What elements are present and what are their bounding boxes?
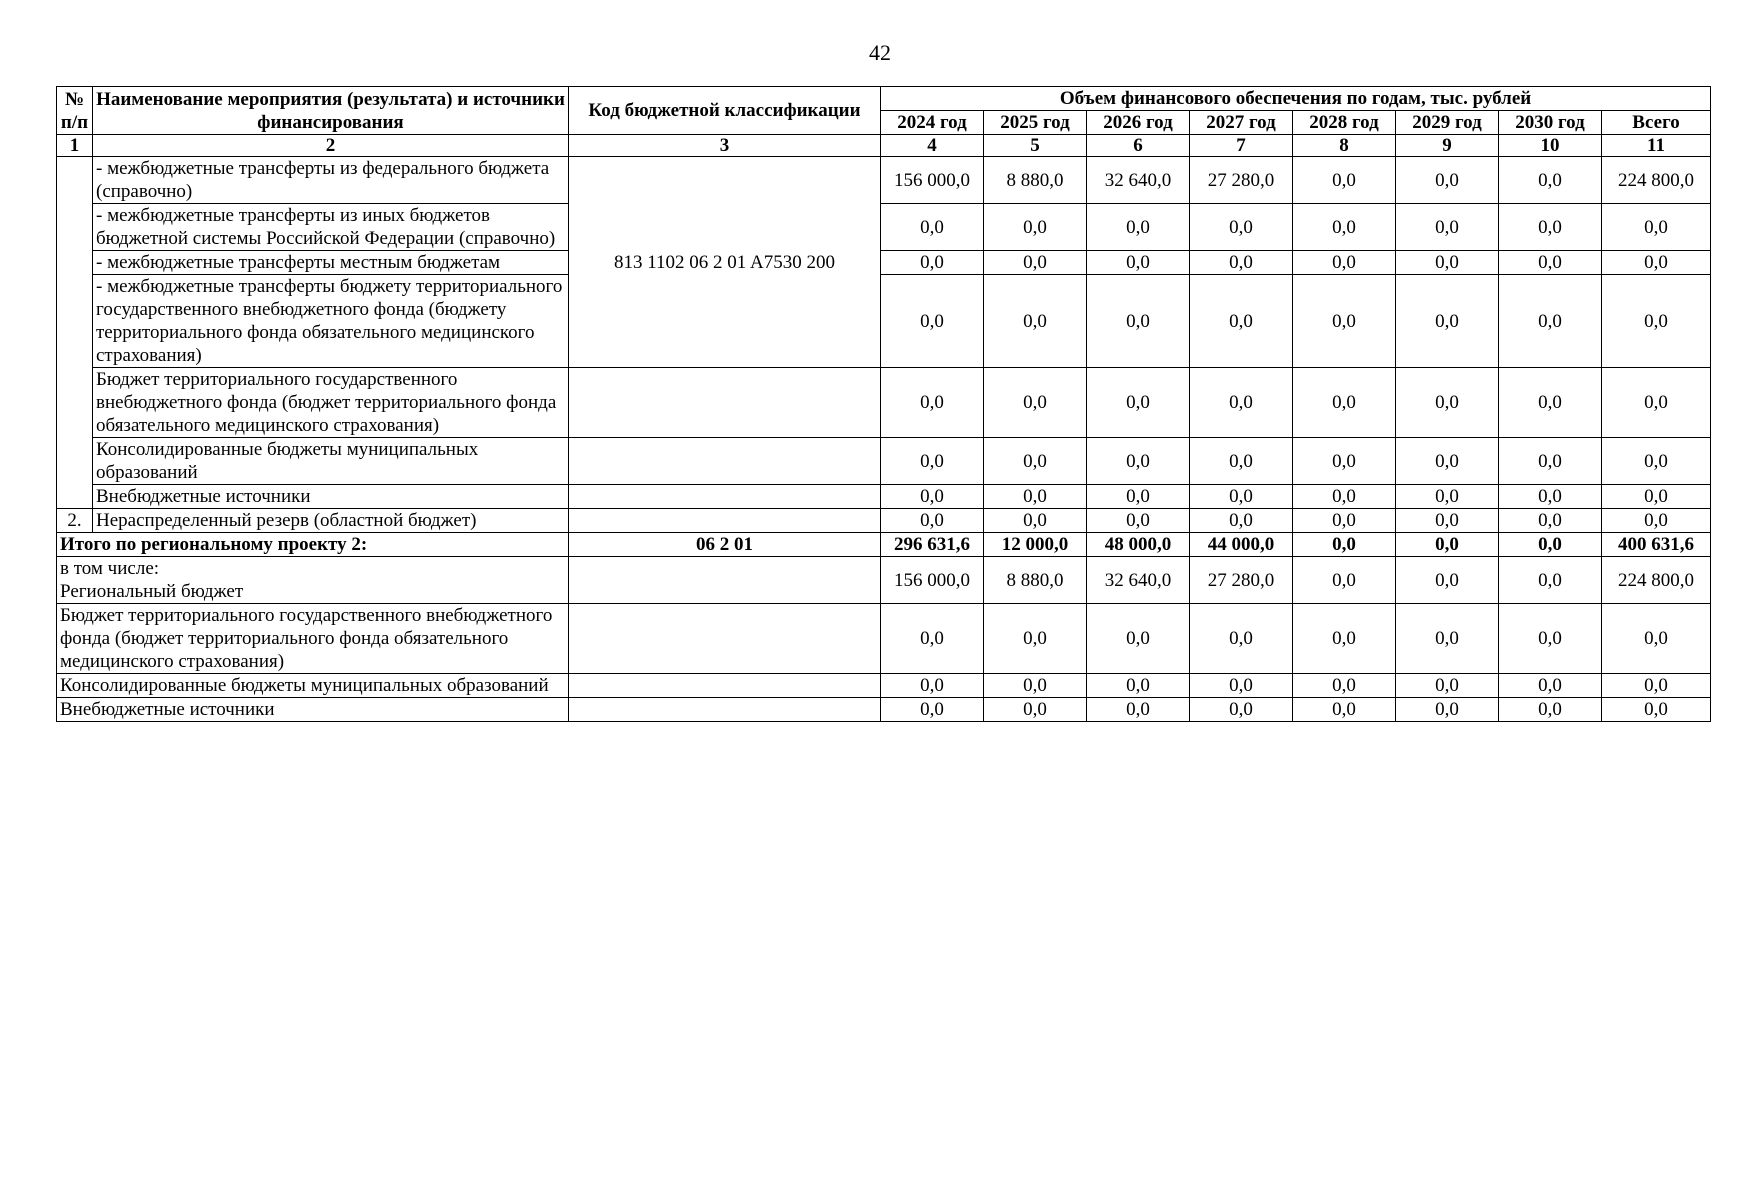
value-cell: 0,0 [1499,438,1602,485]
total-value-cell: 48 000,0 [1087,533,1190,557]
row-code [569,509,881,533]
value-cell: 0,0 [1396,438,1499,485]
total-row [57,533,1711,557]
value-cell: 0,0 [984,698,1087,722]
value-cell: 0,0 [1396,251,1499,275]
value-cell: 0,0 [1087,698,1190,722]
row-code [569,485,881,509]
value-cell: 0,0 [1087,674,1190,698]
header-row-1 [57,87,1711,111]
value-cell: 0,0 [984,438,1087,485]
sub-row-code [569,604,881,674]
value-cell: 0,0 [1087,275,1190,368]
value-cell: 0,0 [1293,275,1396,368]
index-cell: 9 [1396,135,1499,157]
value-cell: 0,0 [1499,698,1602,722]
value-cell: 0,0 [881,251,984,275]
value-cell: 0,0 [984,485,1087,509]
sub-row-name: Внебюджетные источники [57,698,569,722]
value-cell: 0,0 [1190,509,1293,533]
index-cell: 3 [569,135,881,157]
header-year: 2029 год [1396,111,1499,135]
row-code [569,438,881,485]
value-cell: 0,0 [1396,157,1499,204]
total-value-cell: 0,0 [1293,533,1396,557]
value-cell: 0,0 [1087,204,1190,251]
value-cell: 0,0 [1293,674,1396,698]
value-cell: 0,0 [881,204,984,251]
value-cell: 224 800,0 [1602,157,1711,204]
value-cell: 0,0 [984,509,1087,533]
value-cell: 0,0 [1190,275,1293,368]
value-cell: 0,0 [984,251,1087,275]
sub-row [57,557,1711,604]
total-value-cell: 400 631,6 [1602,533,1711,557]
value-cell: 0,0 [1293,604,1396,674]
table-row [57,157,1711,204]
value-cell: 0,0 [1602,509,1711,533]
header-year: 2024 год [881,111,984,135]
value-cell: 0,0 [1499,275,1602,368]
value-cell: 0,0 [1499,557,1602,604]
value-cell: 0,0 [1602,204,1711,251]
total-code: 06 2 01 [569,533,881,557]
header-col-name: Наименование мероприятия (результата) и источники финансирования [93,87,569,135]
header-year: 2025 год [984,111,1087,135]
value-cell: 156 000,0 [881,157,984,204]
header-index-row [57,135,1711,157]
row-code: 813 1102 06 2 01 A7530 200 [569,157,881,368]
value-cell: 0,0 [1396,674,1499,698]
value-cell: 0,0 [1293,204,1396,251]
index-cell: 6 [1087,135,1190,157]
value-cell: 0,0 [1190,251,1293,275]
index-cell: 11 [1602,135,1711,157]
value-cell: 0,0 [881,604,984,674]
sub-row-name-line: Региональный бюджет [60,581,244,602]
value-cell: 0,0 [1602,698,1711,722]
value-cell: 0,0 [1602,485,1711,509]
value-cell: 0,0 [984,204,1087,251]
value-cell: 32 640,0 [1087,157,1190,204]
value-cell: 0,0 [881,698,984,722]
value-cell: 0,0 [1396,604,1499,674]
value-cell: 0,0 [1190,604,1293,674]
value-cell: 0,0 [1293,251,1396,275]
sub-row-name: Консолидированные бюджеты муниципальных образований [57,674,569,698]
value-cell: 0,0 [881,485,984,509]
value-cell: 0,0 [1190,485,1293,509]
row-name: Бюджет территориального государственного внебюджетного фонда (бюджет территориального фонда обязательного медицинского страхования) [93,368,569,438]
sub-row-code [569,698,881,722]
budget-table [56,86,1711,722]
table-row [57,275,1711,368]
value-cell: 0,0 [1087,438,1190,485]
value-cell: 0,0 [1602,368,1711,438]
value-cell: 0,0 [1190,368,1293,438]
row-name: - межбюджетные трансферты местным бюджетам [93,251,569,275]
sub-row-code [569,557,881,604]
value-cell: 0,0 [1602,438,1711,485]
table-row [57,251,1711,275]
value-cell: 0,0 [1602,674,1711,698]
value-cell: 0,0 [1499,251,1602,275]
header-col-volume: Объем финансового обеспечения по годам, тыс. рублей [881,87,1711,111]
value-cell: 8 880,0 [984,557,1087,604]
page-number: 42 [869,40,891,65]
row-name: - межбюджетные трансферты из иных бюджетов бюджетной системы Российской Федерации (справочно) [93,204,569,251]
sub-row-name [57,557,569,604]
value-cell: 0,0 [881,674,984,698]
value-cell: 0,0 [881,368,984,438]
value-cell: 8 880,0 [984,157,1087,204]
value-cell: 0,0 [984,368,1087,438]
value-cell: 0,0 [881,438,984,485]
index-cell: 7 [1190,135,1293,157]
row-name: - межбюджетные трансферты из федерального бюджета (справочно) [93,157,569,204]
row-number [57,157,93,509]
header-year: 2026 год [1087,111,1190,135]
value-cell: 0,0 [1396,485,1499,509]
value-cell: 27 280,0 [1190,557,1293,604]
row-name: Внебюджетные источники [93,485,569,509]
value-cell: 0,0 [1190,438,1293,485]
value-cell: 0,0 [1602,275,1711,368]
value-cell: 0,0 [1190,698,1293,722]
sub-row [57,674,1711,698]
value-cell: 0,0 [1087,368,1190,438]
value-cell: 0,0 [1396,275,1499,368]
value-cell: 0,0 [1602,604,1711,674]
value-cell: 0,0 [1087,485,1190,509]
value-cell: 0,0 [1499,509,1602,533]
table-row [57,204,1711,251]
total-value-cell: 0,0 [1396,533,1499,557]
header-year: 2027 год [1190,111,1293,135]
value-cell: 0,0 [1499,604,1602,674]
value-cell: 156 000,0 [881,557,984,604]
value-cell: 0,0 [1293,698,1396,722]
value-cell: 0,0 [1499,368,1602,438]
total-value-cell: 296 631,6 [881,533,984,557]
value-cell: 0,0 [1396,204,1499,251]
value-cell: 0,0 [1499,157,1602,204]
value-cell: 0,0 [1499,674,1602,698]
total-value-cell: 0,0 [1499,533,1602,557]
sub-row [57,604,1711,674]
total-value-cell: 12 000,0 [984,533,1087,557]
table-row [57,438,1711,485]
table-row [57,509,1711,533]
header-col-no: № п/п [57,87,93,135]
sub-row-name-line: в том числе: [60,558,160,579]
value-cell: 0,0 [1396,698,1499,722]
row-name: - межбюджетные трансферты бюджету территориального государственного внебюджетного фонда (бюджету территориального фонда обязательного медицинского страхования) [93,275,569,368]
value-cell: 0,0 [1396,509,1499,533]
index-cell: 5 [984,135,1087,157]
value-cell: 0,0 [1396,557,1499,604]
value-cell: 0,0 [1293,485,1396,509]
header-year: 2028 год [1293,111,1396,135]
value-cell: 0,0 [1293,368,1396,438]
index-cell: 10 [1499,135,1602,157]
value-cell: 0,0 [881,275,984,368]
value-cell: 0,0 [1602,251,1711,275]
header-total: Всего [1602,111,1711,135]
value-cell: 0,0 [1190,674,1293,698]
row-name: Нераспределенный резерв (областной бюджет) [93,509,569,533]
total-value-cell: 44 000,0 [1190,533,1293,557]
row-code [569,368,881,438]
index-cell: 4 [881,135,984,157]
value-cell: 27 280,0 [1190,157,1293,204]
value-cell: 0,0 [1087,604,1190,674]
index-cell: 8 [1293,135,1396,157]
sub-row [57,698,1711,722]
value-cell: 0,0 [1293,509,1396,533]
table-row [57,485,1711,509]
sub-row-code [569,674,881,698]
value-cell: 0,0 [984,275,1087,368]
value-cell: 0,0 [1499,485,1602,509]
value-cell: 0,0 [1293,157,1396,204]
header-col-code: Код бюджетной классификации [569,87,881,135]
index-cell: 2 [93,135,569,157]
row-name: Консолидированные бюджеты муниципальных образований [93,438,569,485]
total-name: Итого по региональному проекту 2: [57,533,569,557]
value-cell: 0,0 [1499,204,1602,251]
index-cell: 1 [57,135,93,157]
value-cell: 0,0 [984,674,1087,698]
table-row [57,368,1711,438]
value-cell: 0,0 [1293,438,1396,485]
row-number: 2. [57,509,93,533]
value-cell: 0,0 [881,509,984,533]
value-cell: 224 800,0 [1602,557,1711,604]
value-cell: 32 640,0 [1087,557,1190,604]
value-cell: 0,0 [1396,368,1499,438]
value-cell: 0,0 [1293,557,1396,604]
sub-row-name: Бюджет территориального государственного внебюджетного фонда (бюджет территориального фонда обязательного медицинского страхования) [57,604,569,674]
header-year: 2030 год [1499,111,1602,135]
value-cell: 0,0 [1087,251,1190,275]
value-cell: 0,0 [1190,204,1293,251]
value-cell: 0,0 [1087,509,1190,533]
value-cell: 0,0 [984,604,1087,674]
